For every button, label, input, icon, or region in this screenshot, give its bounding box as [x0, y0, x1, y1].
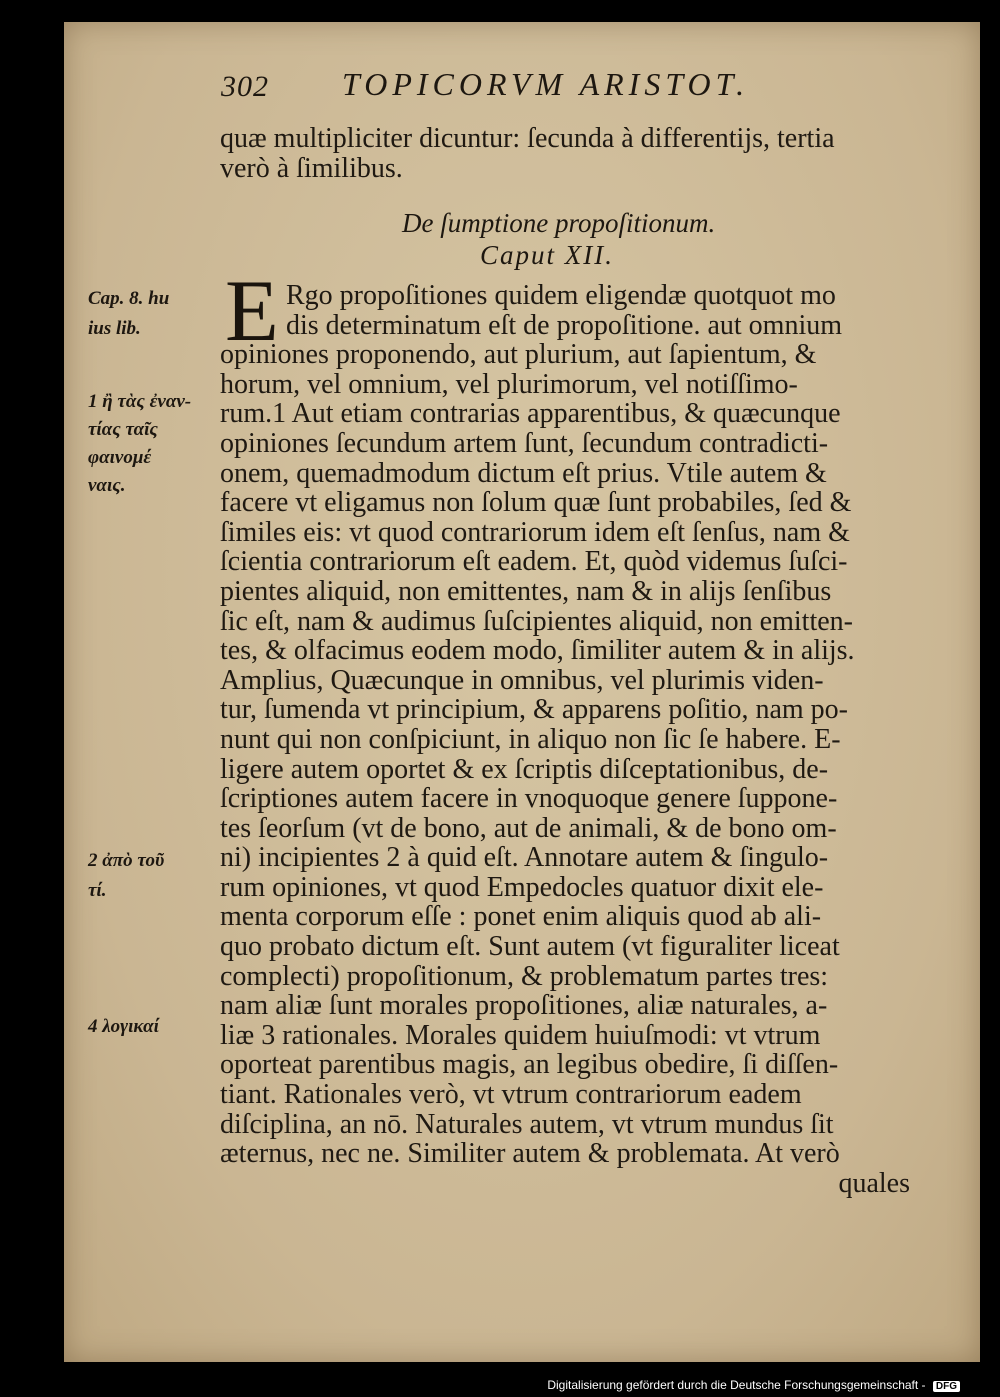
text-line: æternus, nec ne. Similiter autem & problemata. At verò	[220, 1138, 840, 1170]
text-line: rum.1 Aut etiam contrarias apparentibus, & quæcunque	[220, 398, 841, 430]
intro-text	[220, 124, 900, 183]
margin-note-4	[88, 1012, 159, 1042]
text-line: tur, ſumenda vt principium, & apparens poſitio, nam po-	[220, 694, 848, 726]
text-line: dis determinatum eſt de propoſitione. aut omnium	[286, 309, 843, 341]
text-line: Rgo propoſitiones quidem eligendæ quotquot mo	[286, 280, 836, 311]
text-line: ligere autem oportet & ex ſcriptis diſceptationibus, de-	[220, 753, 829, 785]
margin-note-line: 1 ἢ τὰς ἐναν-	[88, 391, 192, 412]
text-line: ſic eſt, nam & audimus ſuſcipientes aliquid, non emitten-	[220, 605, 853, 637]
margin-note-line: ναις.	[88, 475, 126, 496]
text-line: rum opiniones, vt quod Empedocles quatuor dixit ele-	[220, 871, 824, 903]
catchword: quales	[838, 1167, 910, 1199]
text-line: verò à ſimilibus.	[220, 152, 403, 184]
text-line: opiniones proponendo, aut plurium, aut ſapientum, &	[220, 339, 817, 371]
text-line: opiniones ſecundum artem ſunt, ſecundum contradicti-	[220, 427, 829, 459]
margin-note-line: Cap. 8. hu	[88, 288, 170, 309]
text-line: ſcriptiones autem facere in vnoquoque genere ſuppone-	[220, 783, 838, 815]
margin-note-line: φαινομέ	[88, 447, 152, 468]
text-line: onem, quemadmodum dictum eſt prius. Vtile autem &	[220, 457, 827, 489]
text-line: nam aliæ ſunt morales propoſitiones, aliæ naturales, a-	[220, 990, 828, 1022]
digitization-credit	[547, 1378, 960, 1392]
margin-note-line: 4 λογικαί	[88, 1016, 159, 1037]
text-line: facere vt eligamus non ſolum quæ ſunt probabiles, ſed &	[220, 487, 852, 519]
margin-note-line: 2 ἀπὸ τοῦ	[88, 850, 165, 871]
text-line: tiant. Rationales verò, vt vtrum contrariorum eadem	[220, 1079, 802, 1111]
chapter-title: De ſumptione propoſitionum.	[402, 208, 716, 238]
text-line: tes, & olfacimus eodem modo, ſimiliter autem & in alijs.	[220, 635, 855, 667]
text-line: Amplius, Quæcunque in omnibus, vel plurimis viden-	[220, 664, 824, 696]
text-line: horum, vel omnium, vel plurimorum, vel notiſſimo-	[220, 368, 798, 400]
text-line: pientes aliquid, non emittentes, nam & in alijs ſenſibus	[220, 575, 832, 607]
page-number: 302	[221, 70, 269, 103]
text-line: oporteat parentibus magis, an legibus obedire, ſi diſſen-	[220, 1049, 839, 1081]
main-text	[220, 263, 910, 1199]
text-line: ſcientia contrariorum eſt eadem. Et, quòd videmus ſuſci-	[220, 546, 848, 578]
chapter-number: Caput XII.	[480, 240, 614, 270]
text-line: ſimiles eis: vt quod contrariorum idem eſt ſenſus, nam &	[220, 516, 850, 548]
margin-note-line: ius lib.	[88, 317, 141, 339]
dfg-logo-icon: DFG	[933, 1381, 960, 1392]
margin-note-line: τί.	[88, 879, 107, 901]
text-line: quæ multipliciter dicuntur: ſecunda à differentijs, tertia	[220, 123, 835, 154]
margin-note-2	[88, 846, 164, 905]
text-line: quo probato dictum eſt. Sunt autem (vt figuraliter liceat	[220, 931, 840, 963]
drop-cap: E	[225, 263, 279, 360]
text-line: ni) incipientes 2 à quid eſt. Annotare autem & ſingulo-	[220, 842, 829, 874]
text-line: nunt qui non conſpiciunt, in aliquo non ſic ſe habere. E-	[220, 723, 841, 755]
credit-text: Digitalisierung gefördert durch die Deutsche Forschungsgemeinschaft -	[547, 1378, 926, 1392]
running-head: TOPICORVM ARISTOT.	[342, 66, 750, 102]
text-line: complecti) propoſitionum, & problematum partes tres:	[220, 960, 829, 992]
text-line: liæ 3 rationales. Morales quidem huiuſmodi: vt vtrum	[220, 1019, 821, 1051]
text-line: menta corporum eſſe : ponet enim aliquis quod ab ali-	[220, 901, 822, 933]
text-line: tes ſeorſum (vt de bono, aut de animali, & de bono om-	[220, 812, 837, 844]
margin-note-line: τίας ταῖς	[88, 419, 158, 440]
margin-note-cap	[88, 284, 169, 343]
text-line: diſciplina, an nō. Naturales autem, vt vtrum mundus ſit	[220, 1108, 834, 1140]
margin-note-1	[88, 388, 191, 500]
